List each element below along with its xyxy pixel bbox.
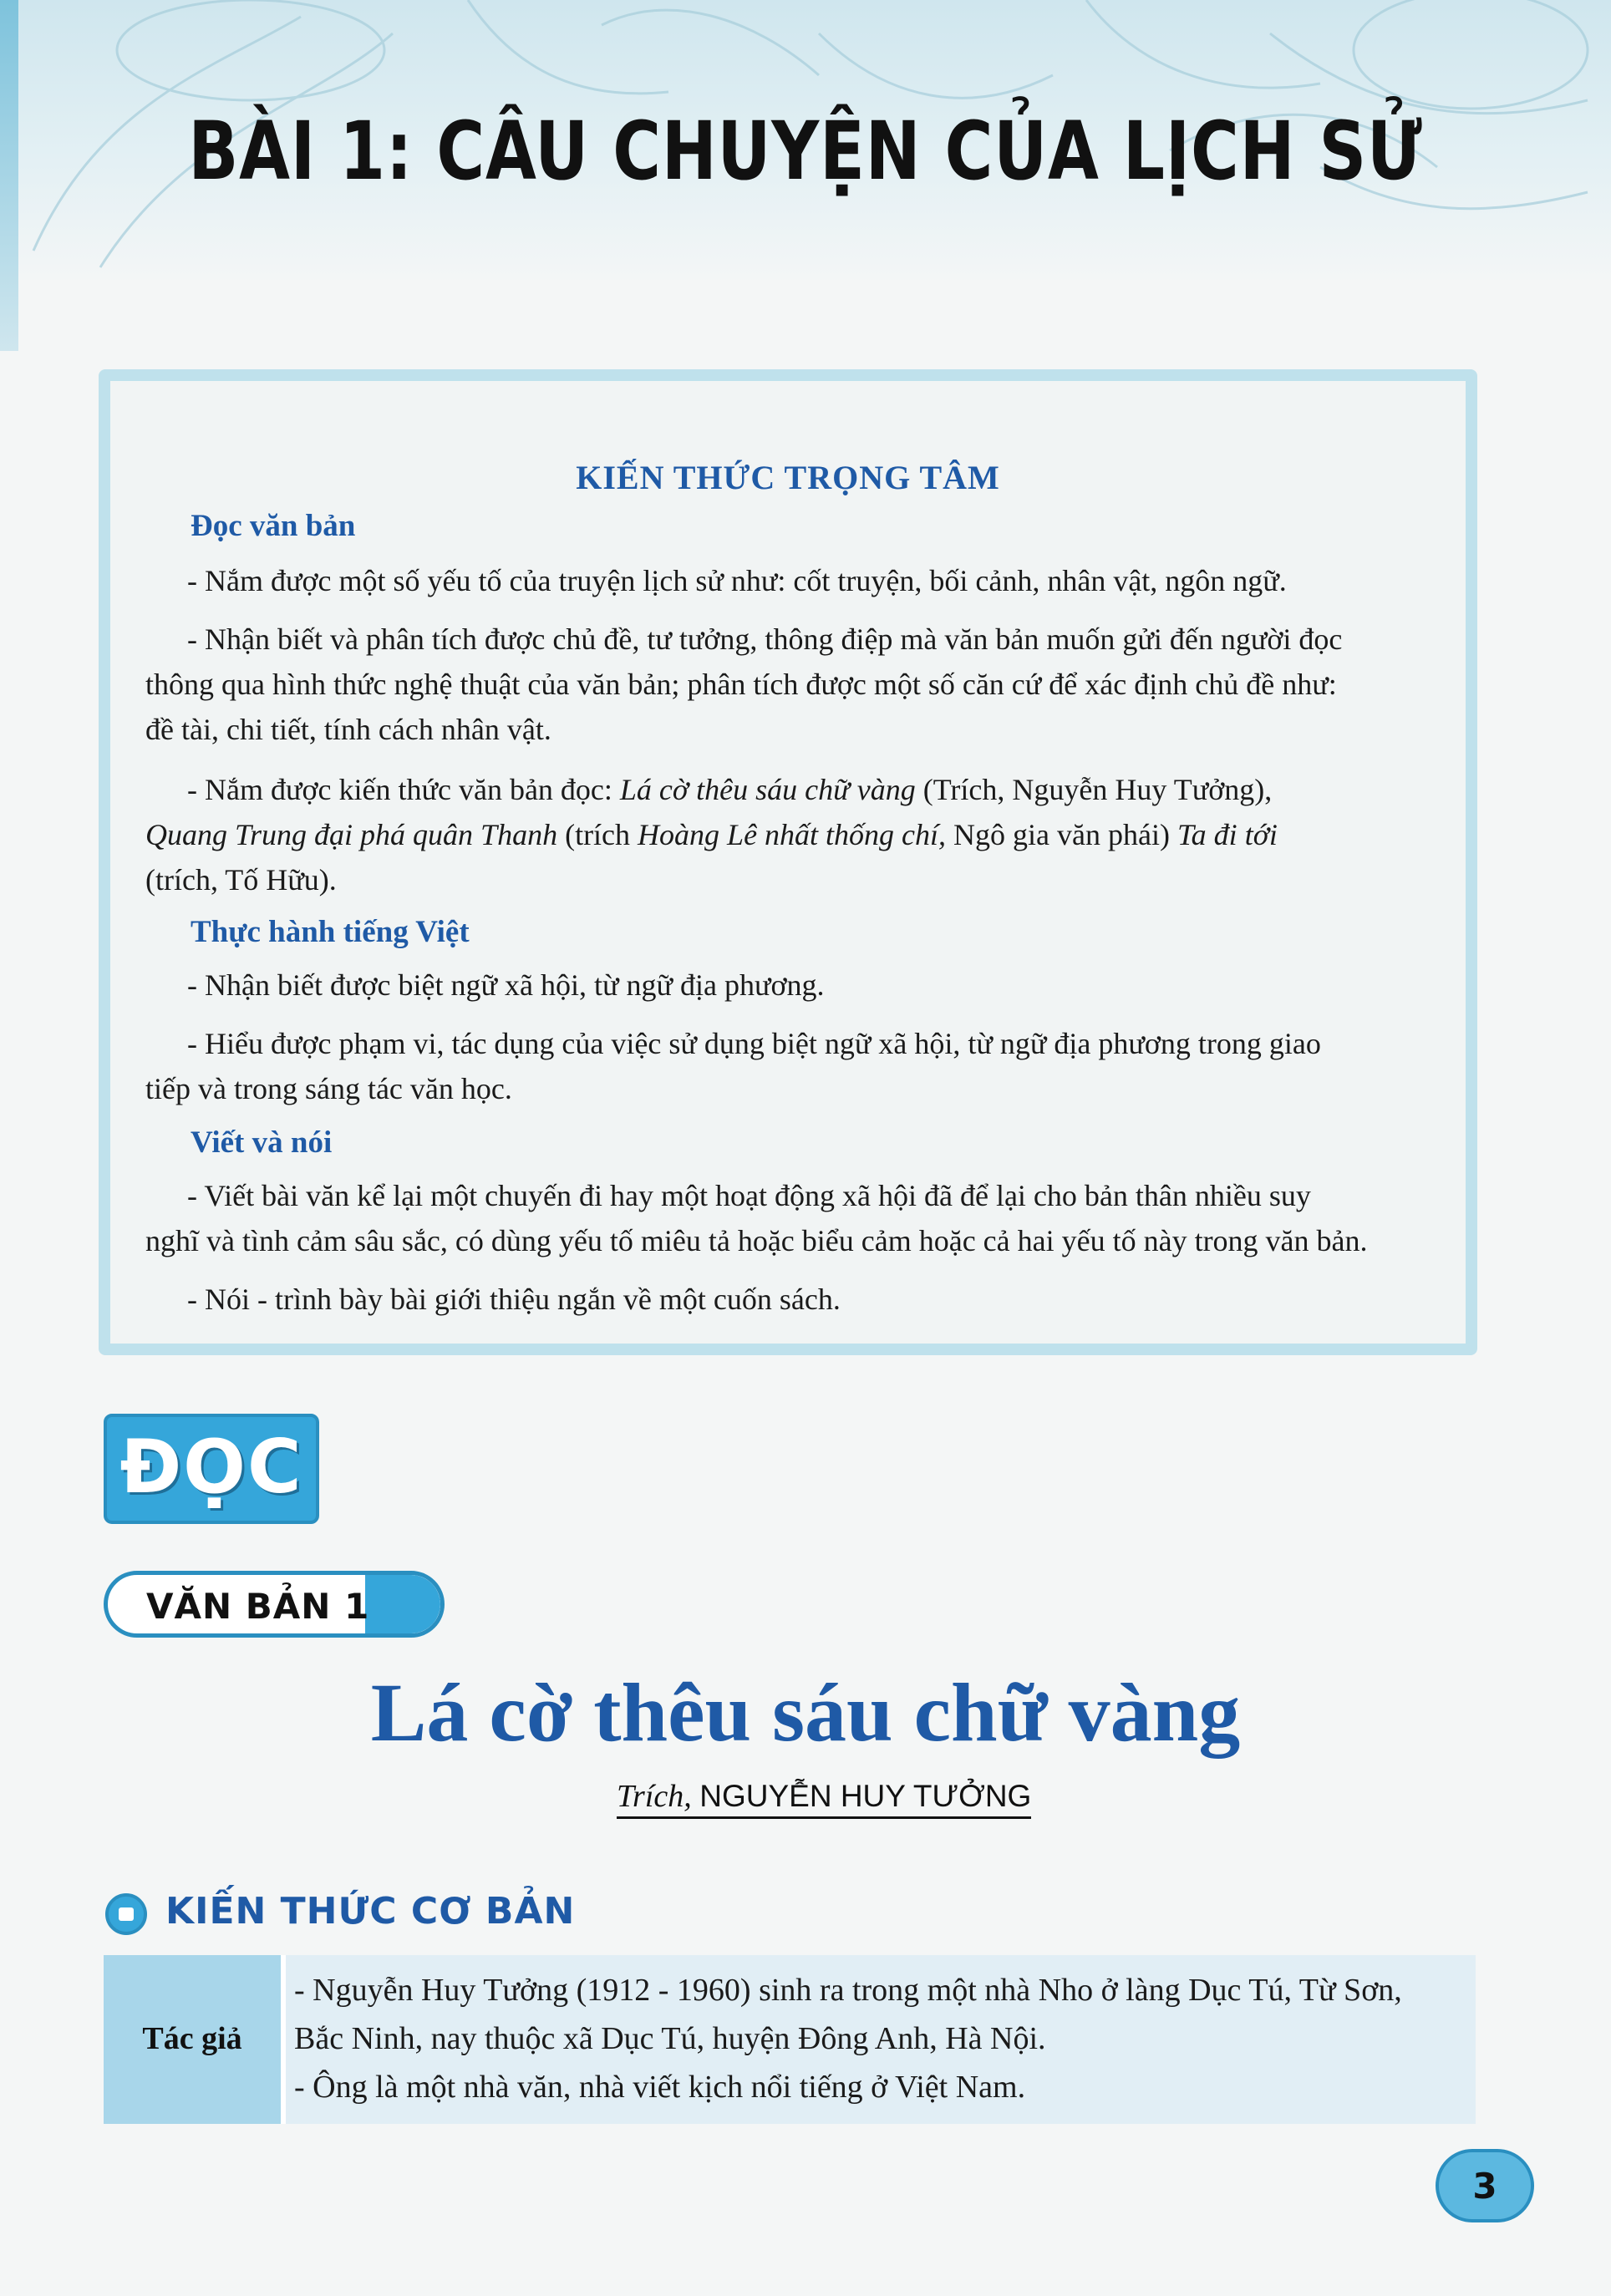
page-number-badge [1436, 2149, 1534, 2222]
text-number-pill [104, 1571, 445, 1638]
practice-point-2-line-2: tiếp và trong sáng tác văn học. [145, 1072, 512, 1105]
section-heading-reading: Đọc văn bản [191, 509, 356, 543]
reading-point-2-line-3: đề tài, chi tiết, tính cách nhân vật. [145, 713, 551, 746]
byline-prefix: Trích, [617, 1779, 692, 1814]
text-number-label: VĂN BẢN 1 [146, 1586, 370, 1627]
reading-point-3-source-2b: Ngô gia văn phái) [946, 818, 1177, 851]
basic-knowledge-title: KIẾN THỨC CƠ BẢN [165, 1890, 576, 1933]
writing-point-1-line-1: - Viết bài văn kể lại một chuyến đi hay một hoạt động xã hội đã để lại cho bản thân nhiều suy [187, 1179, 1311, 1212]
reading-point-3-source-2a: (trích [557, 818, 638, 851]
reading-section-tab [104, 1414, 319, 1524]
author-label: Tác giả [142, 2021, 242, 2056]
author-info-content [286, 1955, 1476, 2124]
work-title-inline-4: Ta đi tới [1176, 818, 1278, 851]
reading-point-2-line-2: thông qua hình thức nghệ thuật của văn bản; phân tích được một số căn cứ để xác định chủ đề như: [145, 668, 1337, 701]
author-info-table [104, 1955, 1476, 2124]
reading-point-1: - Nắm được một số yếu tố của truyện lịch sử như: cốt truyện, bối cảnh, nhân vật, ngôn ngữ. [187, 564, 1287, 597]
reading-point-3-line-3: (trích, Tố Hữu). [145, 863, 337, 897]
key-knowledge-box [99, 369, 1477, 1355]
reading-point-2-line-1: - Nhận biết và phân tích được chủ đề, tư tưởng, thông điệp mà văn bản muốn gửi đến người đọc [187, 622, 1343, 656]
work-title: Lá cờ thêu sáu chữ vàng [370, 1666, 1241, 1759]
reading-point-3-line-2 [145, 812, 1278, 857]
work-title-inline-1: Lá cờ thêu sáu chữ vàng [619, 773, 916, 806]
section-heading-vietnamese-practice: Thực hành tiếng Việt [191, 915, 470, 949]
work-title-inline-3: Hoàng Lê nhất thống chí, [638, 818, 947, 851]
reading-point-3-line-1 [187, 767, 1272, 812]
page-title: BÀI 1: CÂU CHUYỆN CỦA LỊCH SỬ [188, 104, 1423, 198]
byline [617, 1778, 1031, 1819]
speaking-point-1: - Nói - trình bày bài giới thiệu ngắn về một cuốn sách. [187, 1283, 841, 1316]
reading-section-label: ĐỌC [119, 1424, 303, 1510]
author-info-line-3: - Ông là một nhà văn, nhà viết kịch nổi tiếng ở Việt Nam. [294, 2070, 1026, 2105]
author-info-line-2: Bắc Ninh, nay thuộc xã Dục Tú, huyện Đông Anh, Hà Nội. [294, 2021, 1046, 2056]
pill-accent [365, 1575, 440, 1633]
page-number: 3 [1472, 2166, 1497, 2207]
author-label-cell [104, 1955, 281, 2124]
work-title-inline-2: Quang Trung đại phá quân Thanh [145, 818, 558, 851]
book-bullet-icon [105, 1893, 147, 1935]
key-knowledge-heading: KIẾN THỨC TRỌNG TÂM [576, 459, 1000, 496]
left-color-strip [0, 0, 18, 351]
practice-point-1: - Nhận biết được biệt ngữ xã hội, từ ngữ địa phương. [187, 968, 825, 1002]
section-heading-writing-speaking: Viết và nói [191, 1125, 333, 1160]
author-info-line-1: - Nguyễn Huy Tưởng (1912 - 1960) sinh ra trong một nhà Nho ở làng Dục Tú, Từ Sơn, [294, 1973, 1402, 2008]
byline-author: NGUYỄN HUY TƯỞNG [699, 1779, 1032, 1813]
reading-point-3-intro: - Nắm được kiến thức văn bản đọc: [187, 773, 620, 806]
practice-point-2-line-1: - Hiểu được phạm vi, tác dụng của việc sử dụng biệt ngữ xã hội, từ ngữ địa phương trong giao [187, 1027, 1321, 1060]
reading-point-3-source-1: (Trích, Nguyễn Huy Tưởng), [915, 773, 1273, 806]
writing-point-1-line-2: nghĩ và tình cảm sâu sắc, có dùng yếu tố miêu tả hoặc biểu cảm hoặc cả hai yếu tố này trong văn bản. [145, 1224, 1368, 1257]
